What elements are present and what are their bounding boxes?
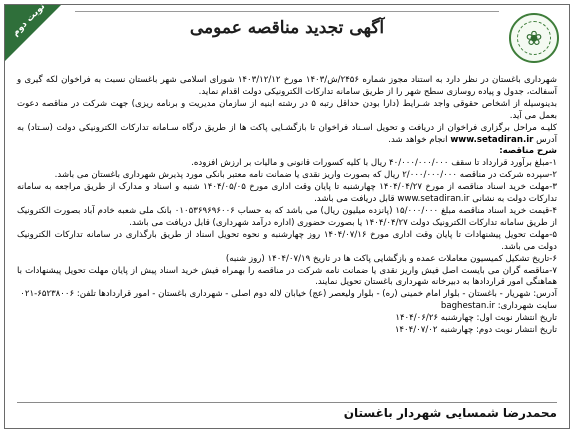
condition-item: ۷-مناقصه گران می بایست اصل فیش واریز نقدی یا ضمانت نامه شرکت در مناقصه را بهمراه فیش خرید اسناد پیش از پایان مهلت تحویل پیشنهادات با هماهنگی امور قراردادها به دبیرخانه شهرداری باغستان تحویل نمایند.	[17, 265, 557, 288]
condition-item: ۳-مهلت خرید اسناد مناقصه از مورخ ۱۴۰۴/۰۴/۲۷ چهارشنبه تا پایان وقت اداری مورخ ۱۴۰۴/۰۵/۰۵ شنبه و اسناد و مدارک از طریق مراجعه به سامانه تدارکات دولت به نشانی www.setadiran.ir قابل دریافت می باشد.	[17, 182, 557, 205]
process-paragraph	[17, 123, 557, 147]
intro-paragraph: شهرداری باغستان در نظر دارد به استناد مجوز شماره ۲۴۵۶/ش/۱۴۰۳ مورخ ۱۴۰۳/۱۲/۱۲ شورای اسلامی شهر باغستان نسبت به فراخوان لکه گیری و آسفالت، جدول و پیاده روسازی سطح شهر را از طریق سامانه تدارکات الکترونیکی دولت اقدام نماید.	[17, 75, 557, 97]
notice-title: آگهی تجدید مناقصه عمومی	[189, 18, 385, 38]
mayor-signature: محمدرضا شمسایی شهردار باغستان	[17, 402, 557, 420]
address-line: آدرس: شهریار - باغستان - بلوار امام خمینی (ره) - بلوار ولیعصر (عج) خیابان لاله دوم اصلی - شهرداری باغستان - امور قراردادها تلفن: ۶۵۲۳۸۰۰۶-۰۲۱	[20, 289, 557, 300]
notice-body	[17, 75, 557, 337]
condition-item: ۵-مهلت تحویل پیشنهادات تا پایان وقت اداری مورخ ۱۴۰۴/۰۷/۱۶ روز چهارشنبه و نحوه تحویل اسناد از طریق بارگذاری در سامانه تدارکات الکترونیک دولت می باشد.	[17, 229, 558, 252]
process-tail: انجام خواهد شد.	[388, 134, 448, 145]
condition-item: ۲-سپرده شرکت در مناقصه ۲/۰۰۰/۰۰۰/۰۰۰ ریال که بصورت واریز نقدی یا ضمانت نامه معتبر بانکی مورد پذیرش شهرداری باغستان می باشد.	[54, 170, 557, 181]
qualification-paragraph: بدینوسیله از اشخاص حقوقی واجد شـرایط (دارا بودن حداقل رتبه ۵ در رشته ابنیه از سازمان مدیریت و برنامه ریزی) جهت شرکت در مناقصه دعوت بعمل می آید.	[17, 98, 557, 121]
condition-item: ۴-قیمت خرید اسناد مناقصه مبلغ ۱۵/۰۰۰/۰۰۰ (پانزده میلیون ریال) می باشد که به حساب ۰۱۰۵۳۶۹۶۹۶۰۰۶ بانک ملی شعبه خادم آباد بصورت الکترونیک از طریق سامانه تدارکات الکترونیک دولت ۱۴۰۴/۰۴/۲۷ یا بصورت حضوری (اداره درآمد شهرداری) قابل دریافت می باشد.	[17, 205, 557, 228]
setad-link[interactable]: www.setadiran.ir	[450, 134, 534, 145]
website-line: سایت شهرداری: baghestan.ir	[440, 301, 557, 312]
notice-frame	[4, 1, 570, 429]
municipality-emblem-icon	[509, 13, 559, 63]
first-publish-date: تاریخ انتشار نوبت اول: چهارشنبه ۱۴۰۴/۰۶/۲۶	[395, 313, 557, 324]
condition-item: ۱-مبلغ برآورد قرارداد تا سقف ۴۰/۰۰۰/۰۰۰/۰۰۰ ریال با کلیه کسورات قانونی و مالیات بر ارزش افزوده.	[191, 158, 557, 169]
second-publish-date: تاریخ انتشار نوبت دوم: چهارشنبه ۱۴۰۴/۰۷/۰۲	[394, 325, 557, 336]
emblem-ring: ❀	[517, 21, 551, 55]
condition-item: ۶-تاریخ تشکیل کمیسیون معاملات عمده و بازگشایی پاکت ها در تاریخ ۱۴۰۴/۰۷/۱۹ (روز شنبه)	[225, 253, 557, 264]
round-badge-label: نوبت دوم	[10, 1, 48, 39]
top-divider	[75, 11, 499, 12]
process-text: کلیـه مراحل برگزاری فراخوان از دریافت و تحویل اسـناد فراخوان تا بازگشـایی پاکت ها از طریق درگاه سـامانه تدارکات الکترونیکی دولت (سـتاد) به آدرس	[17, 122, 557, 145]
conditions-heading: شرح مناقصه:	[499, 146, 557, 157]
